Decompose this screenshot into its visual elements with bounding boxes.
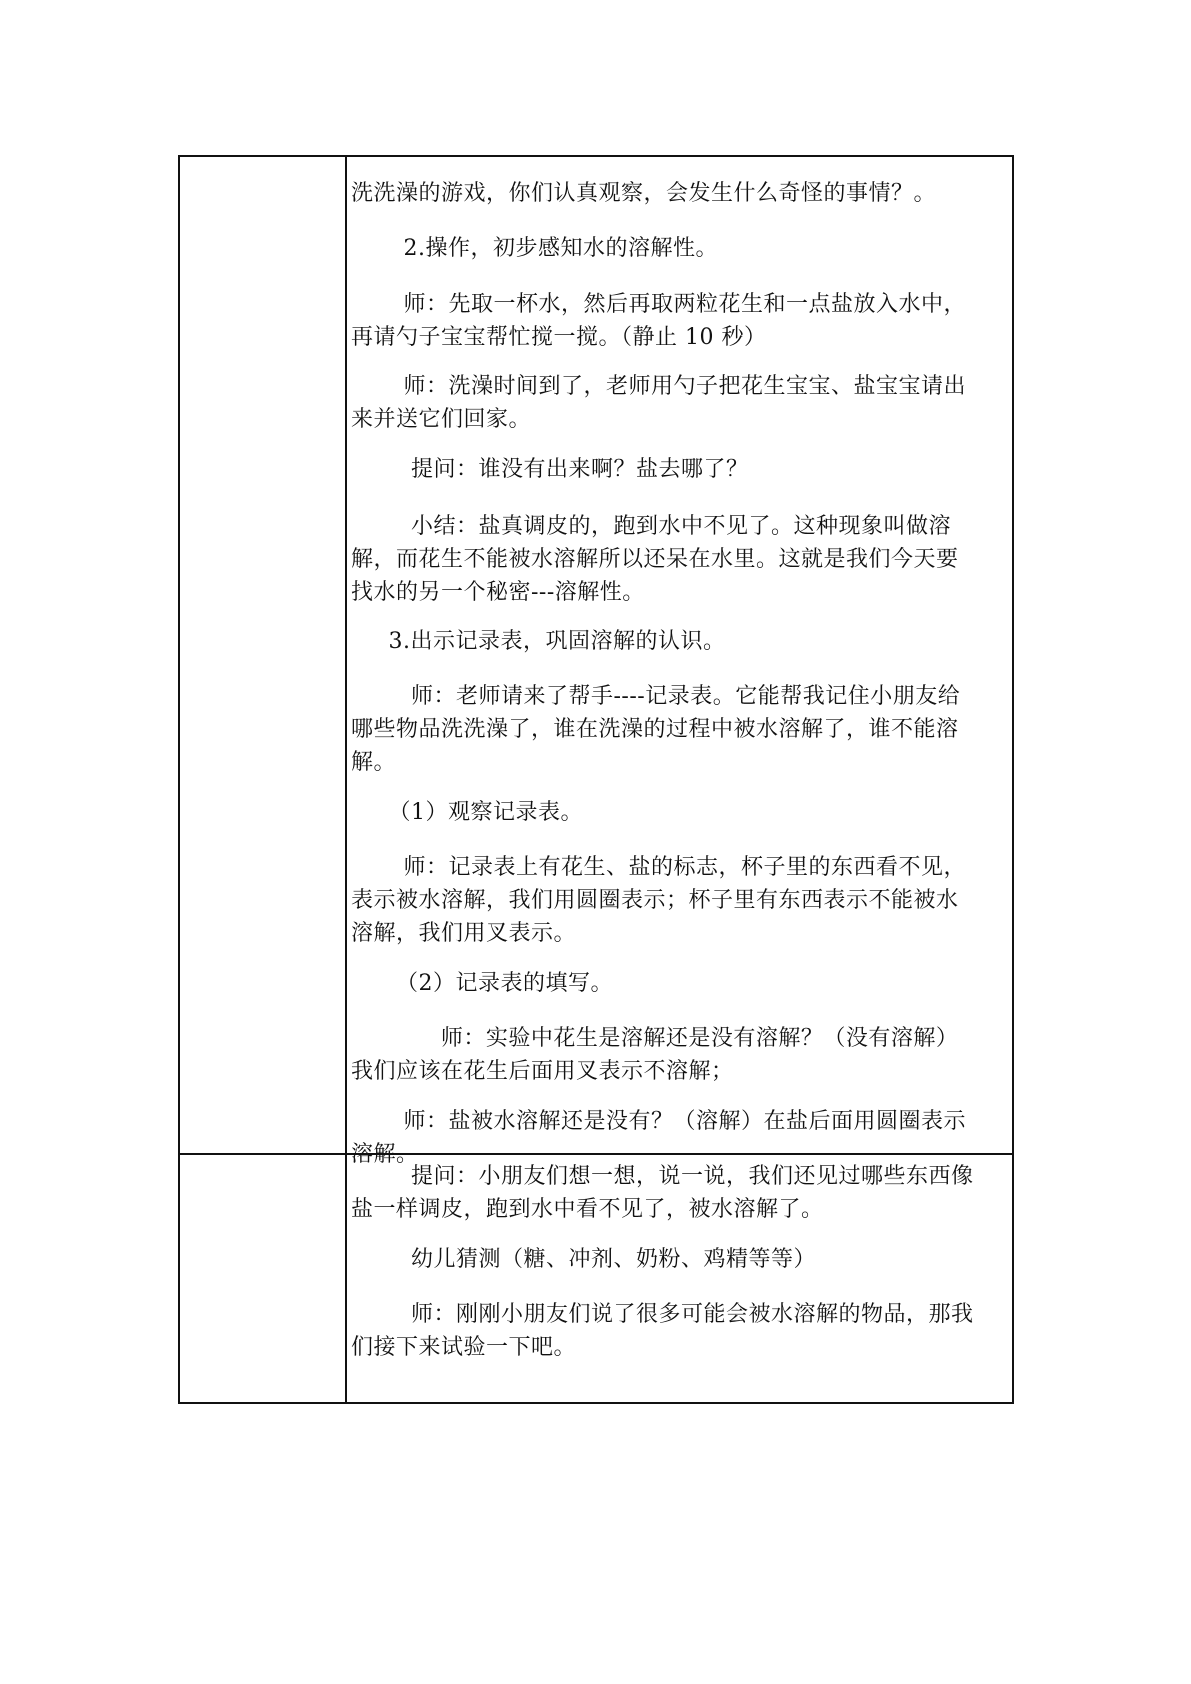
paragraph-children-guess: 幼儿猜测（糖、冲剂、奶粉、鸡精等等） [351,1247,816,1272]
paragraph-question-salt: 提问：谁没有出来啊？盐去哪了？ [351,457,749,482]
document-table [178,155,1014,1167]
table-left-cell-continuation [180,1155,347,1402]
paragraph-teacher-symbols: 师：记录表上有花生、盐的标志，杯子里的东西看不见， 表示被水溶解，我们用圆圈表示；杯子里有东西表示不能被水 溶解，我们用叉表示。 [351,855,966,946]
paragraph-teacher-peanut: 师：实验中花生是溶解还是没有溶解？（没有溶解） 我们应该在花生后面用叉表示不溶解； [351,1026,959,1084]
paragraph-teacher-record-sheet: 师：老师请来了帮手----记录表。它能帮我记住小朋友给 哪些物品洗洗澡了，谁在洗澡的过程中被水溶解了，谁不能溶 解。 [351,684,961,775]
paragraph-step-2-heading: 2.操作，初步感知水的溶解性。 [351,236,718,261]
table-right-cell [349,157,1012,1167]
paragraph-summary: 小结：盐真调皮的，跑到水中不见了。这种现象叫做溶 解，而花生不能被水溶解所以还呆在水里。这就是我们今天要 找水的另一个秘密---溶解性。 [351,514,959,605]
paragraph-intro-continuation: 洗洗澡的游戏，你们认真观察，会发生什么奇怪的事情？。 [351,181,937,206]
paragraph-teacher-experiment: 师：刚刚小朋友们说了很多可能会被水溶解的物品，那我 们接下来试验一下吧。 [351,1302,974,1360]
paragraph-question-others: 提问：小朋友们想一想，说一说，我们还见过哪些东西像 盐一样调皮，跑到水中看不见了，被水溶解了。 [351,1164,974,1222]
paragraph-teacher-instruction: 师：先取一杯水，然后再取两粒花生和一点盐放入水中， 再请勺子宝宝帮忙搅一搅。（静止 10 秒） [351,292,966,350]
document-table-continuation [178,1155,1014,1404]
paragraph-observe-sheet: （1）观察记录表。 [351,800,583,825]
paragraph-fill-sheet: （2）记录表的填写。 [351,971,613,996]
table-left-cell [180,157,347,1153]
paragraph-teacher-salt: 师：盐被水溶解还是没有？（溶解）在盐后面用圆圈表示 溶解。 [351,1109,966,1167]
paragraph-step-3-heading: 3.出示记录表，巩固溶解的认识。 [351,629,726,654]
paragraph-teacher-bath-time: 师：洗澡时间到了，老师用勺子把花生宝宝、盐宝宝请出 来并送它们回家。 [351,374,966,432]
table-right-cell-continuation [349,1155,1012,1402]
